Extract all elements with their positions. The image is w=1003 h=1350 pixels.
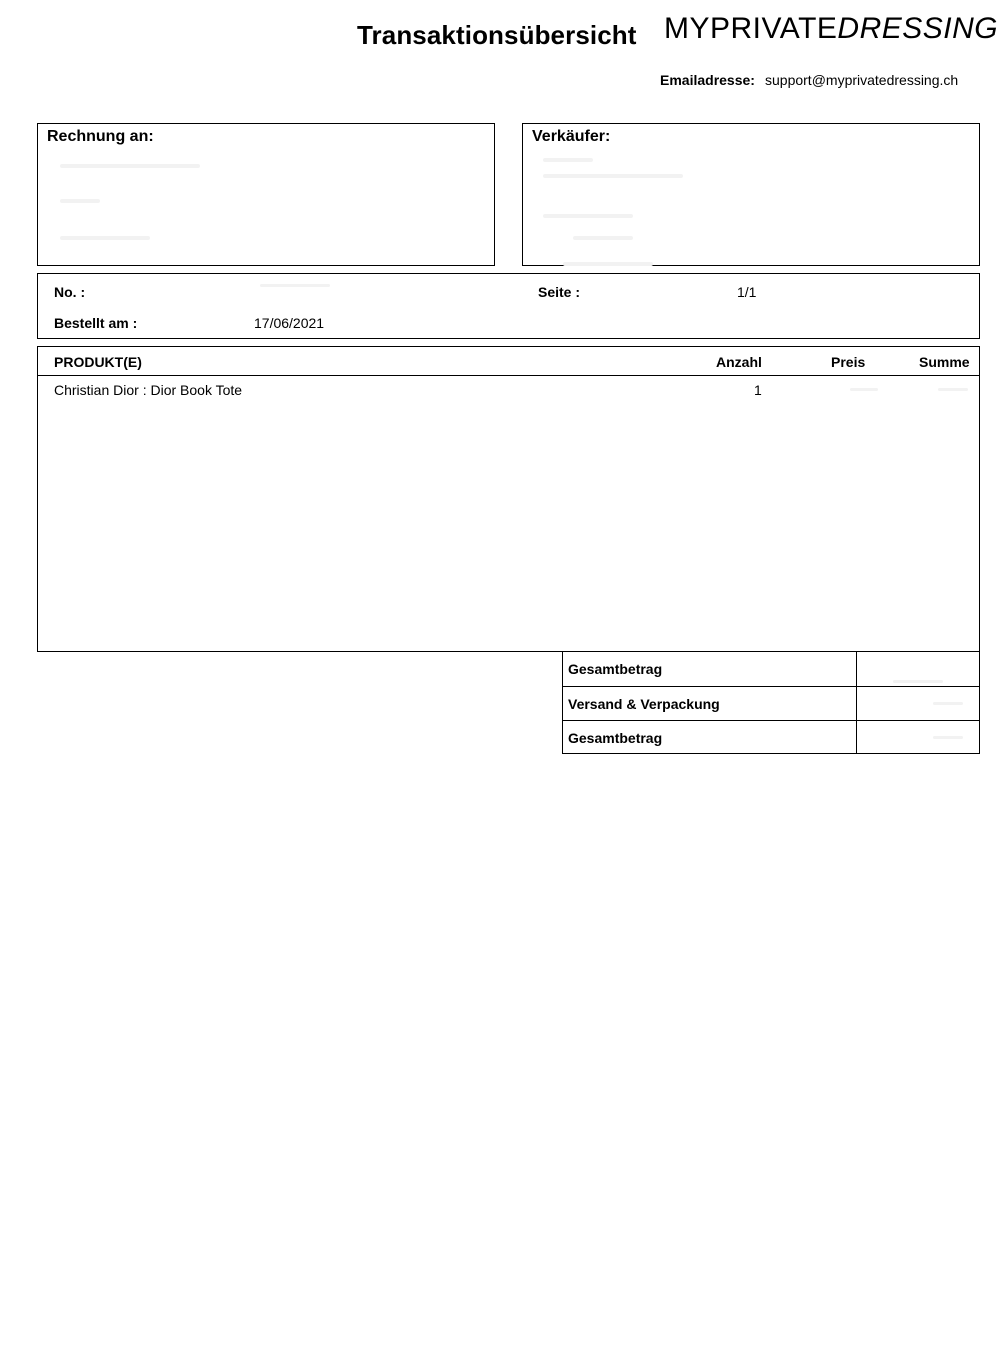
seller-label: Verkäufer: xyxy=(532,128,611,145)
redacted-price xyxy=(850,388,878,391)
totals-table xyxy=(562,651,980,754)
document-title: Transaktionsübersicht xyxy=(357,20,637,50)
redacted-text xyxy=(563,262,653,266)
products-table xyxy=(37,346,980,652)
email-link[interactable]: support@myprivatedressing.ch xyxy=(765,72,959,88)
brand-logo xyxy=(664,12,998,46)
bill-to-box xyxy=(37,123,495,266)
redacted-amount xyxy=(893,680,943,683)
redacted-amount xyxy=(933,736,963,739)
page-value: 1/1 xyxy=(737,284,757,300)
redacted-text xyxy=(60,236,150,240)
seller-box xyxy=(522,123,980,266)
quantity-cell: 1 xyxy=(754,382,762,398)
email-label: Emailadresse: xyxy=(660,72,755,88)
column-divider xyxy=(856,652,857,686)
redacted-text xyxy=(260,284,330,287)
order-info-box xyxy=(37,273,980,339)
redacted-text xyxy=(60,164,200,168)
column-divider xyxy=(856,721,857,754)
totals-row-subtotal xyxy=(563,652,979,686)
redacted-amount xyxy=(933,702,963,705)
totals-row-shipping xyxy=(563,686,979,720)
shipping-label: Versand & Verpackung xyxy=(568,696,720,712)
table-row xyxy=(38,376,979,406)
product-name-cell: Christian Dior : Dior Book Tote xyxy=(54,382,243,398)
column-header-sum: Summe xyxy=(919,354,970,370)
brand-logo-part1: MYPRIVATE xyxy=(664,12,838,45)
subtotal-label: Gesamtbetrag xyxy=(568,661,663,677)
totals-row-total xyxy=(563,720,979,754)
order-date-label: Bestellt am : xyxy=(54,315,138,331)
products-table-header xyxy=(38,347,979,376)
column-divider xyxy=(856,687,857,720)
page-label: Seite : xyxy=(538,284,581,300)
redacted-text xyxy=(543,174,683,178)
redacted-sum xyxy=(938,388,968,391)
column-header-quantity: Anzahl xyxy=(716,354,762,370)
column-header-price: Preis xyxy=(831,354,866,370)
order-date-value: 17/06/2021 xyxy=(254,315,325,331)
column-header-product: PRODUKT(E) xyxy=(54,354,142,370)
redacted-text xyxy=(543,214,633,218)
redacted-text xyxy=(60,199,100,203)
bill-to-label: Rechnung an: xyxy=(47,128,154,145)
brand-logo-part2: DRESSING xyxy=(837,12,999,45)
order-number-label: No. : xyxy=(54,284,86,300)
redacted-text xyxy=(573,236,633,240)
redacted-text xyxy=(543,158,593,162)
total-label: Gesamtbetrag xyxy=(568,730,663,746)
